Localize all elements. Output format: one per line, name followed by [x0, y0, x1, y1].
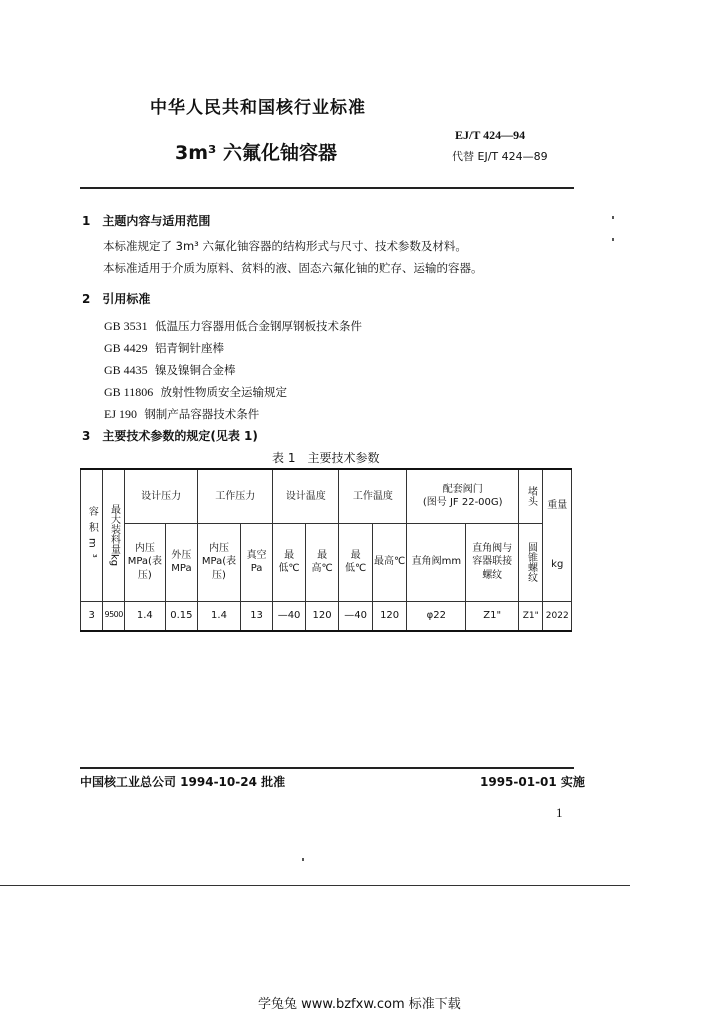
- reference-title: 镍及镍铜合金棒: [154, 363, 236, 377]
- effective-date: 1995-01-01 实施: [480, 775, 585, 789]
- reference-item: [104, 384, 287, 400]
- reference-title: 放射性物质安全运输规定: [160, 385, 288, 399]
- cell-working-inner-pressure: 1.4: [198, 601, 241, 631]
- page-number: 1: [556, 805, 563, 820]
- standard-code: EJ/T 424—94: [455, 128, 526, 142]
- page-bottom-rule: [0, 885, 630, 886]
- cell-weight: 2022: [543, 601, 572, 631]
- cell-design-temp-min: —40: [273, 601, 306, 631]
- reference-item: [104, 406, 259, 422]
- reference-title: 低温压力容器用低合金钢厚钢板技术条件: [154, 319, 362, 333]
- table-caption: 表 1 主要技术参数: [272, 451, 380, 465]
- table-row: [81, 601, 572, 631]
- section-1-paragraph: 本标准适用于介质为原料、贫料的液、固态六氟化铀的贮存、运输的容器。: [103, 261, 483, 275]
- subheader-working-vacuum: 真空Pa: [240, 523, 273, 601]
- cell-design-inner-pressure: 1.4: [125, 601, 166, 631]
- header-weight-label: 重量: [547, 499, 568, 511]
- header-plug: 堵头: [519, 469, 543, 523]
- header-design-temperature: 设计温度: [273, 469, 339, 523]
- reference-code: GB 4435: [104, 363, 148, 377]
- header-valve: [407, 469, 519, 523]
- header-working-pressure: 工作压力: [198, 469, 273, 523]
- subheader-design-temp-max: 最高℃: [305, 523, 339, 601]
- cell-valve-angle: φ22: [407, 601, 466, 631]
- subheader-valve-thread: 直角阀与容器联接螺纹: [466, 523, 519, 601]
- subheader-design-outer-pressure: 外压MPa: [165, 523, 198, 601]
- subheader-working-temp-min: 最低℃: [339, 523, 373, 601]
- cell-working-temp-max: 120: [372, 601, 407, 631]
- cell-valve-thread: Z1": [466, 601, 519, 631]
- replaces-note: 代替 EJ/T 424—89: [452, 150, 548, 163]
- reference-item: [104, 362, 235, 378]
- header-working-temperature: 工作温度: [339, 469, 407, 523]
- standard-title: 3m³ 六氟化铀容器: [175, 142, 337, 164]
- header-divider: [80, 187, 574, 189]
- subheader-design-temp-min: 最低℃: [273, 523, 306, 601]
- reference-item: [104, 318, 362, 334]
- section-3-heading: 3 主要技术参数的规定(见表 1): [82, 429, 258, 443]
- header-max-load: 最大装料量kg: [103, 469, 125, 601]
- scan-speck: [302, 858, 304, 861]
- reference-code: EJ 190: [104, 407, 137, 421]
- subheader-plug-thread: 圆锥螺纹: [519, 523, 543, 601]
- header-weight-unit: kg: [551, 559, 564, 571]
- subheader-working-temp-max: 最高℃: [372, 523, 407, 601]
- header-weight: [543, 469, 572, 601]
- reference-item: [104, 340, 224, 356]
- subheader-working-inner-pressure: 内压MPa(表压): [198, 523, 241, 601]
- cell-plug-thread: Z1": [519, 601, 543, 631]
- cell-volume: 3: [81, 601, 103, 631]
- reference-code: GB 4429: [104, 341, 148, 355]
- cell-design-temp-max: 120: [305, 601, 339, 631]
- cell-design-outer-pressure: 0.15: [165, 601, 198, 631]
- section-2-heading: 2 引用标准: [82, 292, 151, 306]
- reference-title: 铝青铜针座棒: [154, 341, 224, 355]
- cell-working-temp-min: —40: [339, 601, 373, 631]
- cell-max-load: 9500: [103, 601, 125, 631]
- header-design-pressure: 设计压力: [125, 469, 198, 523]
- header-valve-drawing: (图号 JF 22-00G): [422, 497, 503, 509]
- reference-title: 钢制产品容器技术条件: [144, 407, 260, 421]
- reference-code: GB 3531: [104, 319, 148, 333]
- watermark-text: 学兔兔 www.bzfxw.com 标准下载: [258, 997, 461, 1012]
- subheader-valve-angle: 直角阀mm: [407, 523, 466, 601]
- approval-line: 中国核工业总公司 1994-10-24 批准: [80, 775, 286, 789]
- scan-speck: [612, 216, 614, 219]
- section-1-heading: 1 主题内容与适用范围: [82, 214, 211, 228]
- footer-divider: [80, 767, 574, 769]
- issuing-authority: 中华人民共和国核行业标准: [150, 98, 366, 118]
- section-1-paragraph: 本标准规定了 3m³ 六氟化铀容器的结构形式与尺寸、技术参数及材料。: [103, 239, 467, 253]
- subheader-design-inner-pressure: 内压MPa(表压): [125, 523, 166, 601]
- header-volume: 容积m³: [81, 469, 103, 601]
- reference-code: GB 11806: [104, 385, 154, 399]
- technical-parameters-table: [80, 468, 572, 632]
- cell-working-vacuum: 13: [240, 601, 273, 631]
- header-valve-label: 配套阀门: [442, 483, 483, 495]
- scan-speck: [612, 238, 614, 241]
